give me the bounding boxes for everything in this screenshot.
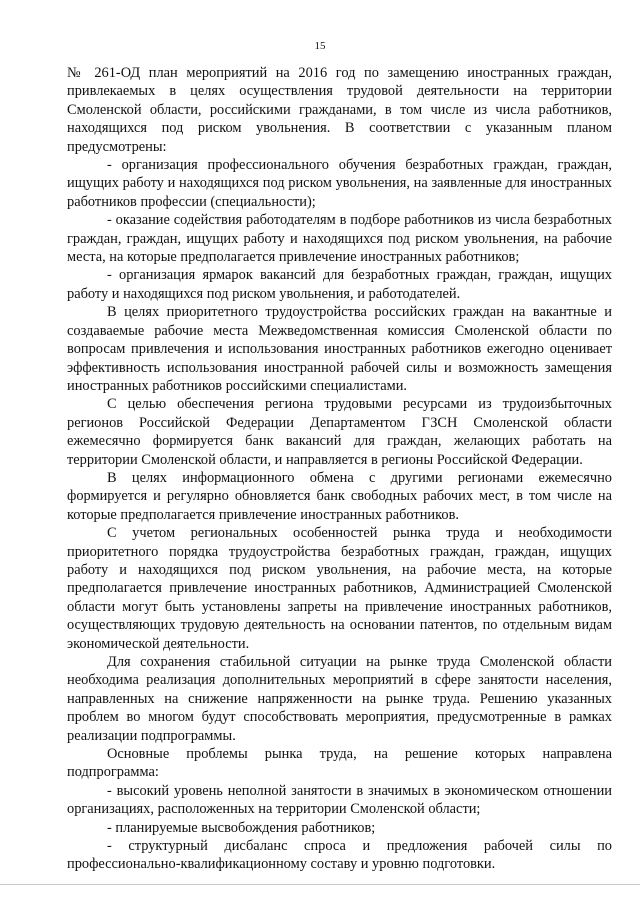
- page-number: 15: [314, 40, 326, 52]
- paragraph-3: - оказание содействия работодателям в подборе работников из числа безработных граждан, граждан, ищущих работу и находящихся под риском увольнения, на рабочие места, на которые предполагается привлечение иностранных работников;: [67, 212, 612, 266]
- paragraph-5: В целях приоритетного трудоустройства российских граждан на вакантные и создаваемые рабочие места Межведомственная комиссия Смоленской области по вопросам привлечения и использования иностранных работников ежегодно оценивает эффективность использования иностранной рабочей силы и возможность замещения иностранных работников российскими специалистами.: [67, 304, 612, 394]
- paragraph-2: - организация профессионального обучения безработных граждан, граждан, ищущих работу и находящихся под риском увольнения, на заявленные для иностранных работников профессии (специальности);: [67, 157, 612, 210]
- paragraph-13: - структурный дисбаланс спроса и предложения рабочей силы по профессионально-квалификационному составу и уровню подготовки.: [67, 838, 612, 873]
- footer-divider: [0, 884, 640, 885]
- paragraph-12: - планируемые высвобождения работников;: [107, 819, 376, 836]
- paragraph-1: № 261-ОД план мероприятий на 2016 год по замещению иностранных граждан, привлекаемых в целях осуществления трудовой деятельности на территории Смоленской области, российскими гражданами, в том числе из числа работников, находящихся под риском увольнения. В соответствии с указанным планом предусмотрены:: [67, 65, 612, 155]
- paragraph-10: Основные проблемы рынка труда, на решение которых направлена подпрограмма:: [67, 746, 612, 781]
- paragraph-4: - организация ярмарок вакансий для безработных граждан, граждан, ищущих работу и находящихся под риском увольнения, и работодателей.: [67, 267, 612, 302]
- paragraph-8: С учетом региональных особенностей рынка труда и необходимости приоритетного порядка трудоустройства безработных граждан, граждан, ищущих работу и находящихся под риском увольнения, на рабочие места, на которые предполагается привлечение иностранных работников, Администрацией Смоленской области могут быть установлены запреты на привлечение иностранных работников, осуществляющих трудовую деятельность на основании патентов, по отдельным видам экономической деятельности.: [67, 525, 612, 652]
- paragraph-11: - высокий уровень неполной занятости в значимых в экономическом отношении организациях, расположенных на территории Смоленской области;: [67, 782, 612, 818]
- paragraph-9: Для сохранения стабильной ситуации на рынке труда Смоленской области необходима реализация дополнительных мероприятий в сфере занятости населения, направленных на снижение напряженности на рынке труда. Решению указанных проблем во многом будут способствовать мероприятия, предусмотренные в рамках реализации подпрограммы.: [67, 654, 612, 744]
- document-body: [67, 64, 612, 874]
- paragraph-6: С целью обеспечения региона трудовыми ресурсами из трудоизбыточных регионов Российской Федерации Департаментом ГЗСН Смоленской области ежемесячно формируется банк вакансий для граждан, желающих работать на территории Смоленской области, и направляется в регионы Российской Федерации.: [67, 396, 612, 468]
- paragraph-7: В целях информационного обмена с другими регионами ежемесячно формируется и регулярно обновляется банк свободных рабочих мест, в том числе на которые предполагается привлечение иностранных работников.: [67, 469, 612, 523]
